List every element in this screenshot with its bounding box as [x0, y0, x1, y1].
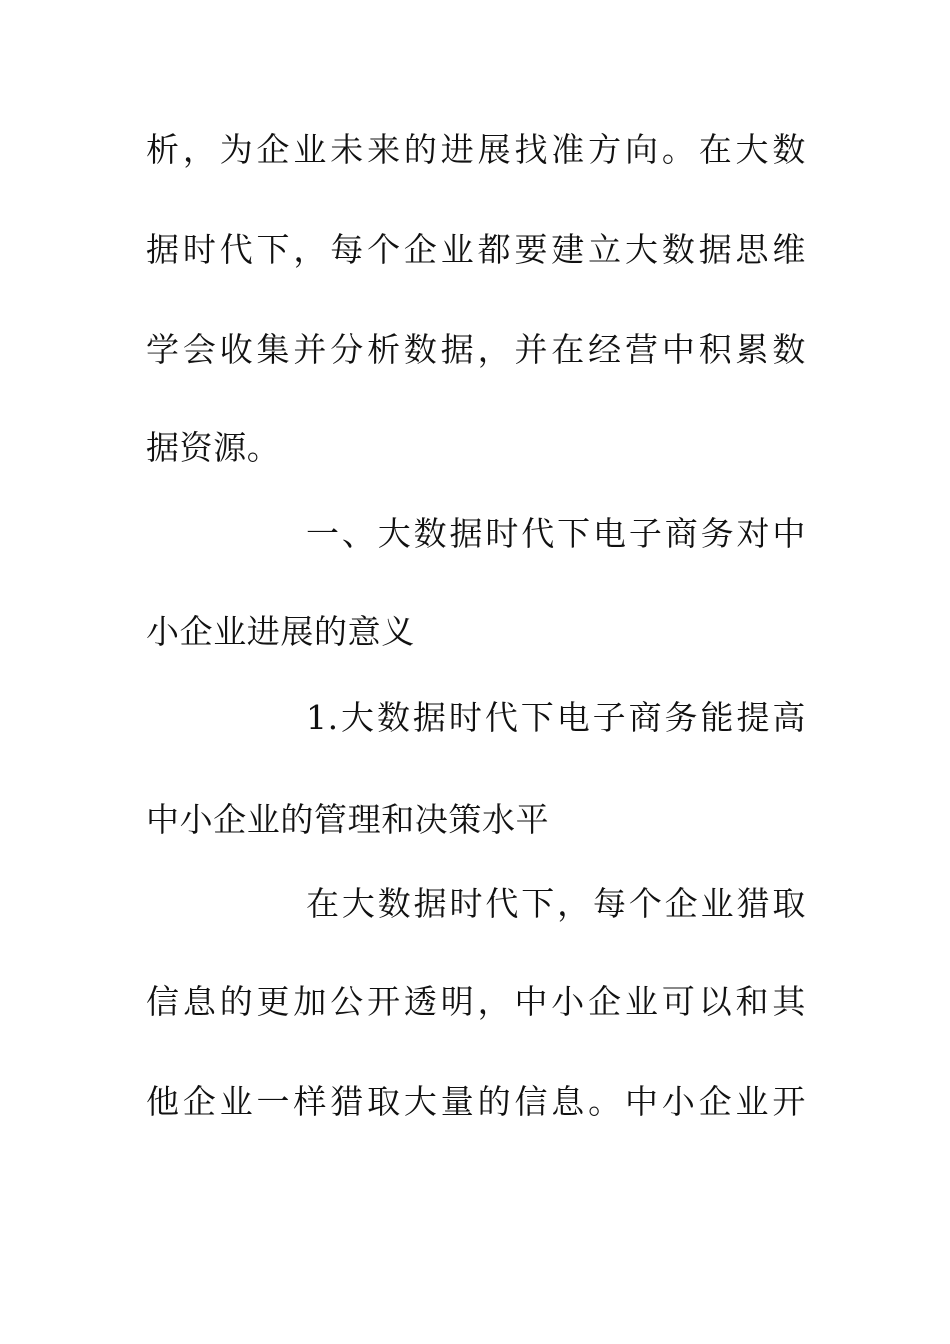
subsection-heading-line: 1.大数据时代下电子商务能提高	[306, 698, 806, 737]
body-text-line: 信息的更加公开透明，中小企业可以和其	[146, 982, 806, 1021]
body-text-line: 据时代下，每个企业都要建立大数据思维	[146, 230, 806, 269]
body-text-line: 析，为企业未来的进展找准方向。在大数	[146, 130, 806, 169]
body-text-line: 学会收集并分析数据，并在经营中积累数	[146, 330, 806, 369]
body-text-line: 据资源。	[146, 428, 281, 467]
section-heading-line: 一、大数据时代下电子商务对中	[306, 514, 806, 553]
body-text-line: 在大数据时代下，每个企业猎取	[306, 884, 806, 923]
subsection-heading-line: 中小企业的管理和决策水平	[146, 800, 550, 839]
section-heading-line: 小企业进展的意义	[146, 612, 415, 651]
body-text-line: 他企业一样猎取大量的信息。中小企业开	[146, 1082, 806, 1121]
